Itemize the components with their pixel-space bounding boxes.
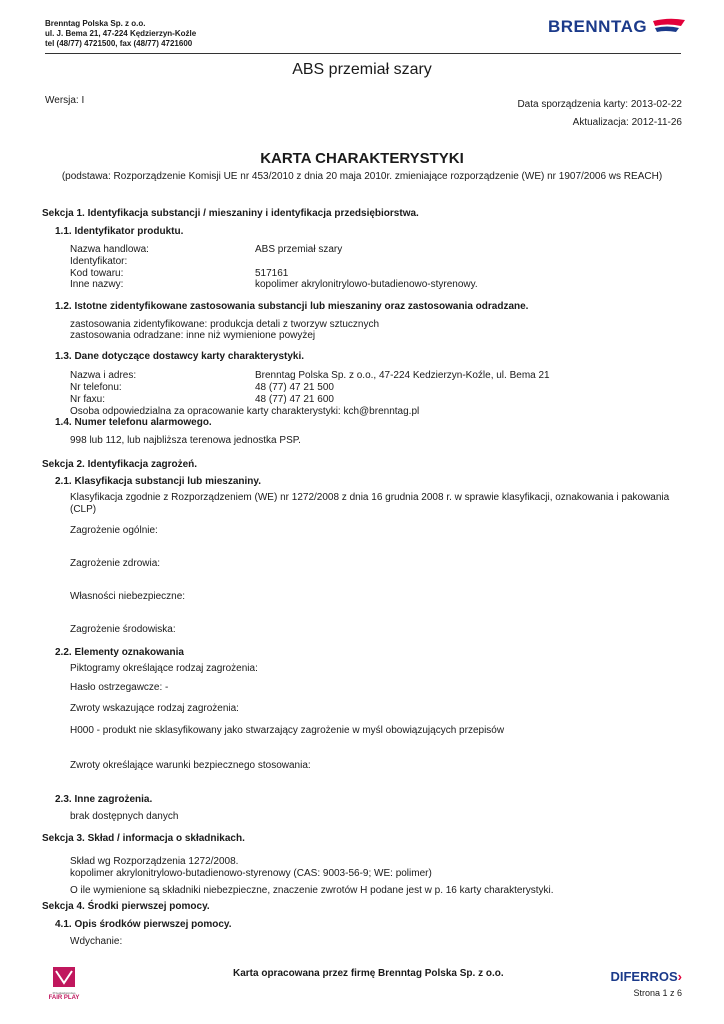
hazard-environment: Zagrożenie środowiska: <box>70 624 176 635</box>
precautionary-statements-label: Zwroty określające warunki bezpiecznego stosowania: <box>70 760 311 771</box>
emergency-number: 998 lub 112, lub najbliższa terenowa jednostka PSP. <box>70 435 301 446</box>
page-number: Strona 1 z 6 <box>633 988 682 998</box>
phone-value: 48 (77) 47 21 500 <box>255 382 334 393</box>
fair-play-logo <box>47 966 81 1001</box>
company-info <box>45 19 196 49</box>
other-names-value: kopolimer akrylonitrylowo-butadienowo-styrenowy. <box>255 279 478 290</box>
composition-line-1: Skład wg Rozporządzenia 1272/2008. <box>70 856 239 867</box>
section-2-2-title: 2.2. Elementy oznakowania <box>55 647 184 658</box>
classification-clp: (CLP) <box>70 504 97 515</box>
fair-play-text: FAIR PLAY <box>48 995 80 1001</box>
section-4-title: Sekcja 4. Środki pierwszej pomocy. <box>42 901 210 912</box>
uses-identified: zastosowania zidentyfikowane: produkcja detali z tworzyw sztucznych <box>70 319 380 330</box>
footer-right <box>610 969 682 998</box>
version: Wersja: I <box>45 95 85 106</box>
section-3-title: Sekcja 3. Skład / informacja o składnikach. <box>42 833 245 844</box>
date-updated: Aktualizacja: 2012-11-26 <box>572 117 682 128</box>
legal-basis: (podstawa: Rozporządzenie Komisji UE nr 453/2010 z dnia 20 maja 2010r. zmieniające rozporządzenie (WE) nr 1907/2006 ws REACH) <box>61 171 663 182</box>
trade-name-label: Nazwa handlowa: <box>70 244 149 255</box>
identifier-label: Identyfikator: <box>70 256 128 267</box>
classification-text: Klasyfikacja zgodnie z Rozporządzeniem (WE) nr 1272/2008 z dnia 16 grudnia 2008 r. w sprawie klasyfikacji, oznakowania i pakowania <box>70 492 670 503</box>
inhalation-label: Wdychanie: <box>70 936 123 947</box>
main-title: KARTA CHARAKTERYSTYKI <box>260 150 464 167</box>
trade-name-value: ABS przemiał szary <box>255 244 343 255</box>
section-2-3-title: 2.3. Inne zagrożenia. <box>55 794 153 805</box>
fax-label: Nr faxu: <box>70 394 106 405</box>
hazardous-properties: Własności niebezpieczne: <box>70 591 186 602</box>
hazard-general: Zagrożenie ogólnie: <box>70 525 158 536</box>
diferros-arrow-icon: › <box>677 969 682 984</box>
section-1-4-title: 1.4. Numer telefonu alarmowego. <box>55 417 212 428</box>
name-address-value: Brenntag Polska Sp. z o.o., 47-224 Kedzierzyn-Koźle, ul. Bema 21 <box>255 370 550 381</box>
header-rule <box>45 53 681 54</box>
section-2-1-title: 2.1. Klasyfikacja substancji lub mieszaniny. <box>55 476 262 487</box>
hazard-statement-h000: H000 - produkt nie sklasyfikowany jako stwarzający zagrożenie w myśl obowiązujących przepisów <box>70 725 505 736</box>
hazard-statements-label: Zwroty wskazujące rodzaj zagrożenia: <box>70 703 239 714</box>
company-address: ul. J. Bema 21, 47-224 Kędzierzyn-Koźle <box>45 29 197 38</box>
section-1-1-title: 1.1. Identyfikator produktu. <box>55 226 184 237</box>
section-2-title: Sekcja 2. Identyfikacja zagrożeń. <box>42 459 198 470</box>
other-hazards-value: brak dostępnych danych <box>70 811 179 822</box>
hazard-health: Zagrożenie zdrowia: <box>70 558 161 569</box>
fax-value: 48 (77) 47 21 600 <box>255 394 334 405</box>
composition-line-2: kopolimer akrylonitrylowo-butadienowo-styrenowy (CAS: 9003-56-9; WE: polimer) <box>70 868 432 879</box>
company-phone: tel (48/77) 4721500, fax (48/77) 4721600 <box>45 39 193 48</box>
phone-label: Nr telefonu: <box>70 382 122 393</box>
prepared-by: Karta opracowana przez firmę Brenntag Polska Sp. z o.o. <box>233 968 504 979</box>
section-1-2-title: 1.2. Istotne zidentyfikowane zastosowania substancji lub mieszaniny oraz zastosowania odradzane. <box>55 301 529 312</box>
fair-play-caption: Przedsiębiorstwo <box>52 991 76 995</box>
composition-line-3: O ile wymienione są składniki niebezpieczne, znaczenie zwrotów H podane jest w p. 16 karty charakterystyki. <box>70 885 554 896</box>
other-names-label: Inne nazwy: <box>70 279 124 290</box>
code-label: Kod towaru: <box>70 268 124 279</box>
date-created: Data sporządzenia karty: 2013-02-22 <box>517 99 682 110</box>
brenntag-logo <box>548 17 688 39</box>
pictograms-label: Piktogramy określające rodzaj zagrożenia: <box>70 663 258 674</box>
section-4-1-title: 4.1. Opis środków pierwszej pomocy. <box>55 919 232 930</box>
company-name: Brenntag Polska Sp. z o.o. <box>45 19 146 28</box>
brenntag-swoosh-icon <box>651 17 687 35</box>
document-title: ABS przemiał szary <box>292 61 432 78</box>
diferros-logo-text: DIFERROS <box>610 969 678 984</box>
signal-word: Hasło ostrzegawcze: - <box>70 682 169 693</box>
section-1-3-title: 1.3. Dane dotyczące dostawcy karty charakterystyki. <box>55 351 305 362</box>
fair-play-icon <box>47 966 81 988</box>
section-1-title: Sekcja 1. Identyfikacja substancji / mieszaniny i identyfikacja przedsiębiorstwa. <box>42 208 419 219</box>
uses-advised-against: zastosowania odradzane: inne niż wymienione powyżej <box>70 330 316 341</box>
diferros-logo <box>610 969 682 984</box>
name-address-label: Nazwa i adres: <box>70 370 137 381</box>
code-value: 517161 <box>255 268 289 279</box>
responsible-person: Osoba odpowiedzialna za opracowanie karty charakterystyki: kch@brenntag.pl <box>70 406 420 417</box>
brenntag-logo-text: BRENNTAG <box>548 17 648 36</box>
